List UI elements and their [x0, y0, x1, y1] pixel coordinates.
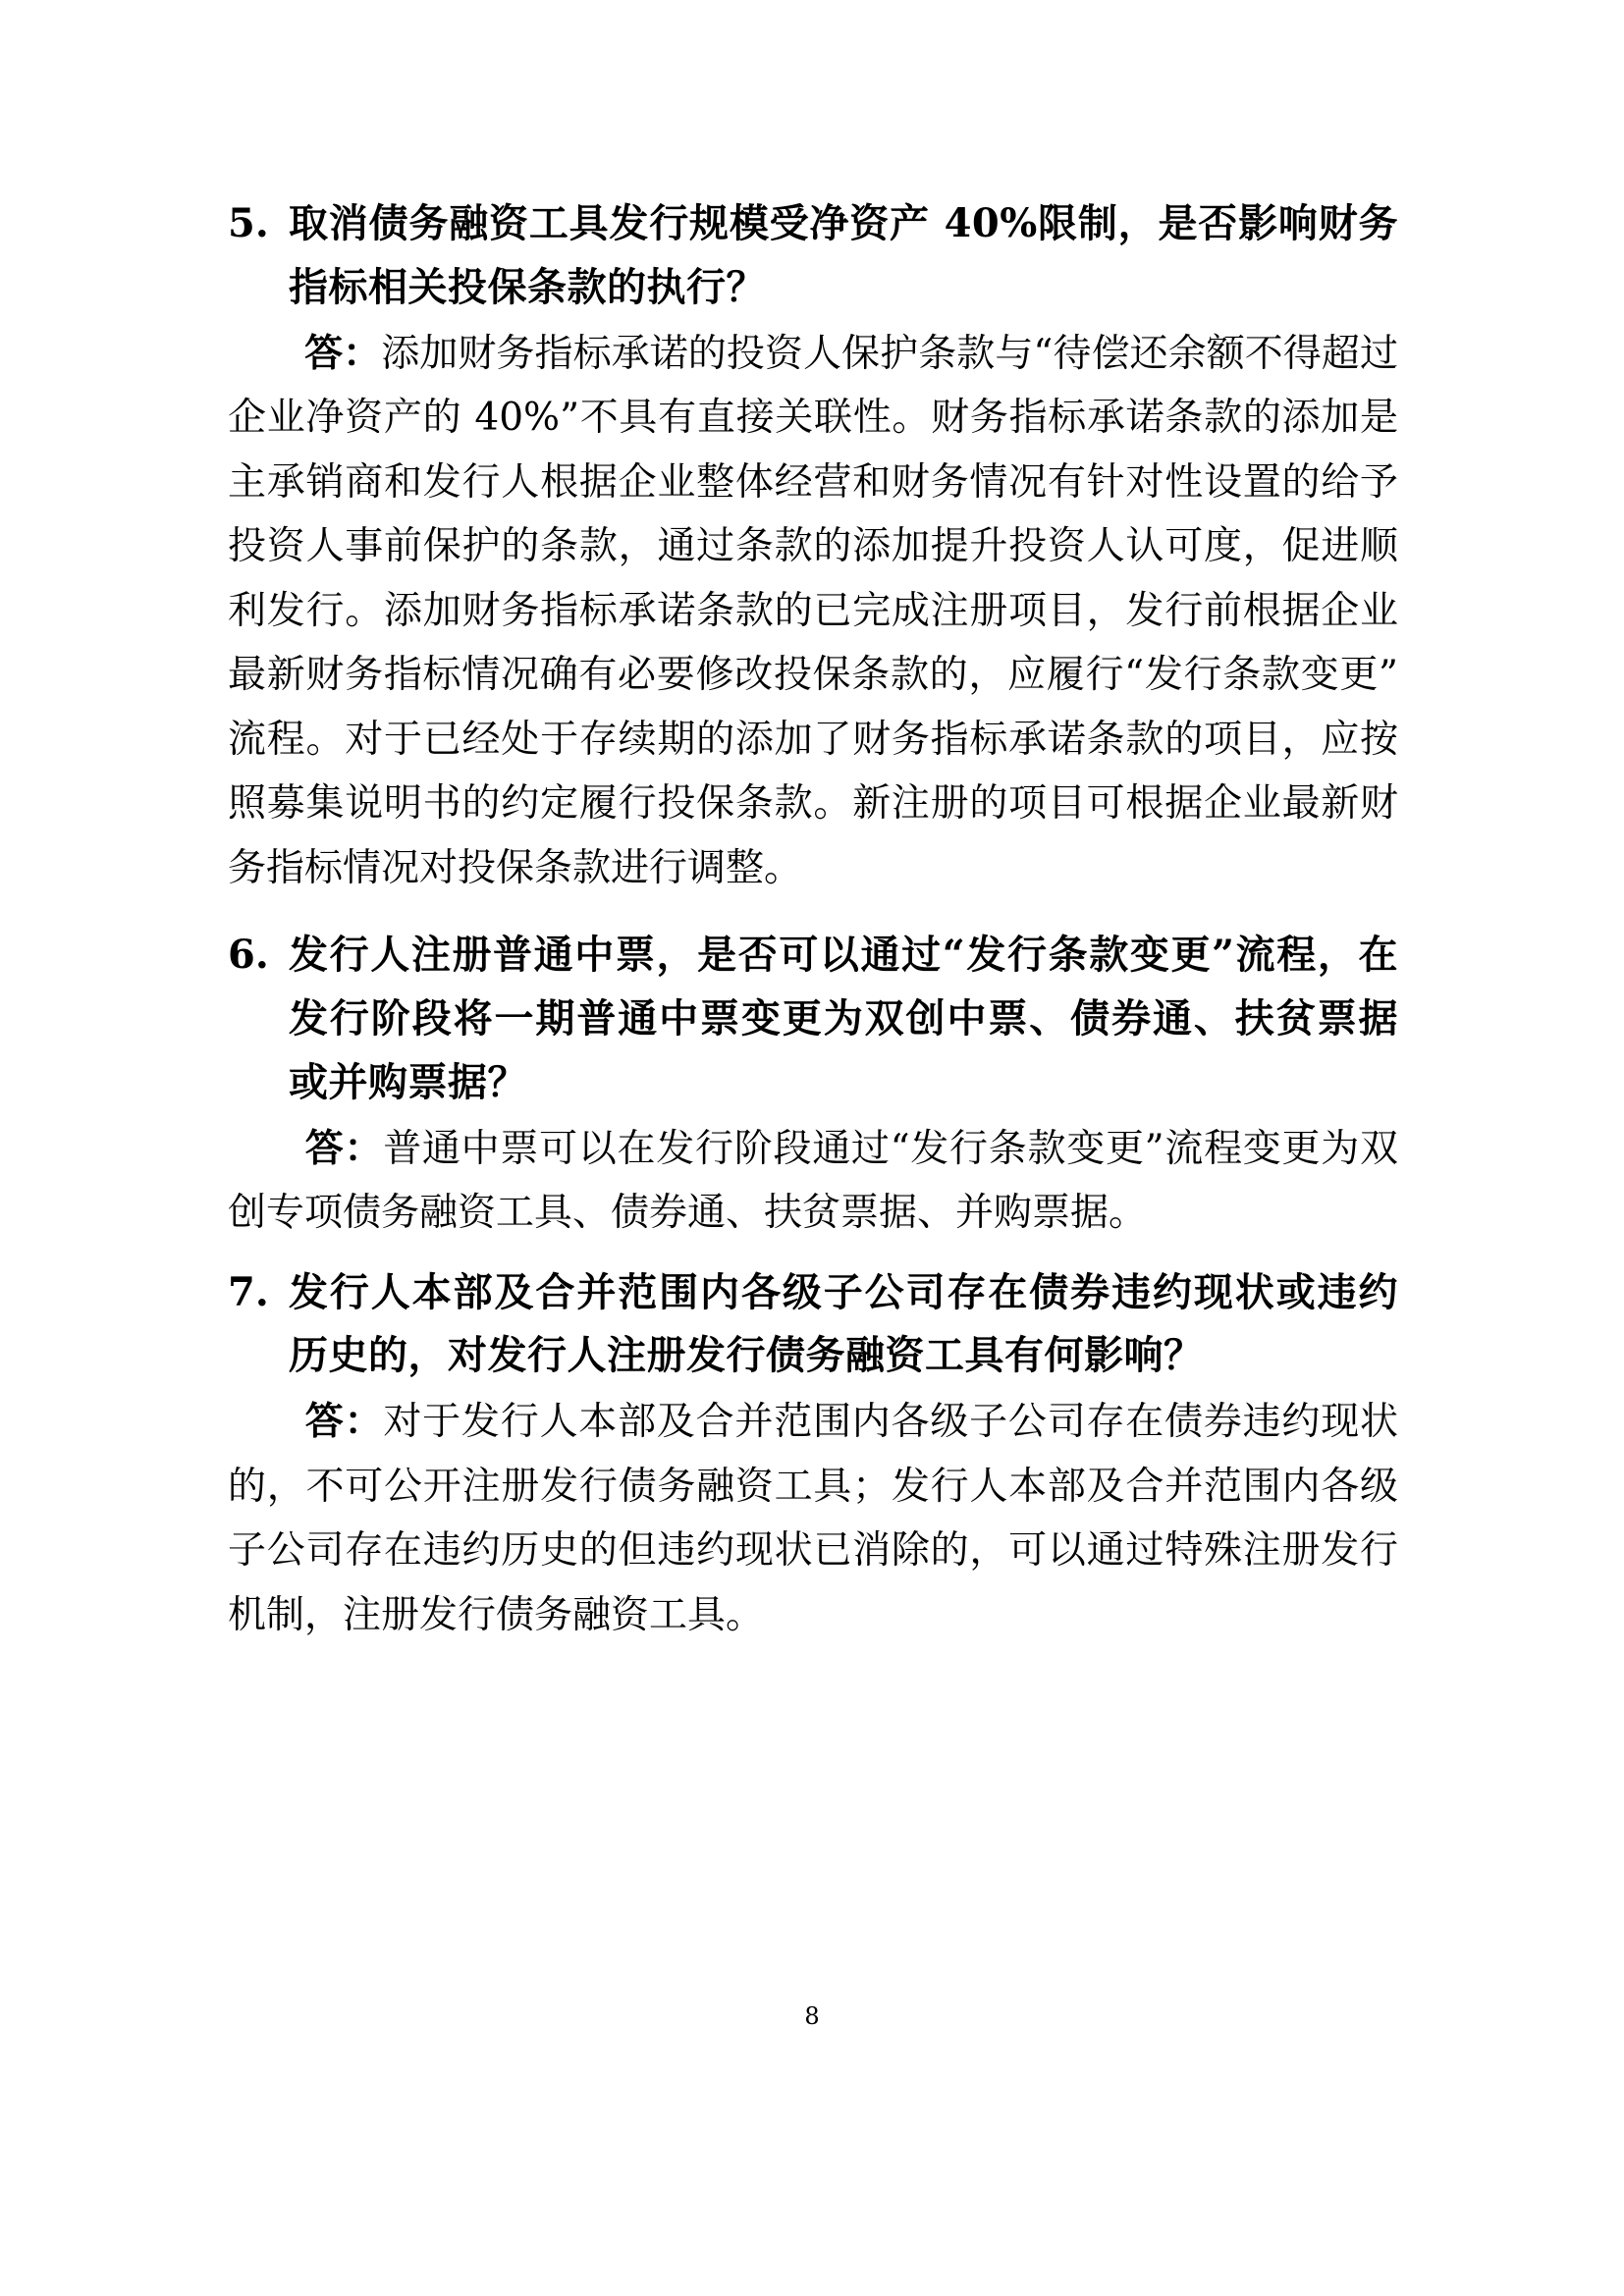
question-number-7: 7.	[228, 1268, 269, 1315]
question-number-6: 6.	[228, 932, 269, 979]
answer-body-7: 对于发行人本部及合并范围内各级子公司存在债券违约现状的，不可公开注册发行债务融资工具；发行人本部及合并范围内各级子公司存在违约历史的但违约现状已消除的，可以通过特殊注册发行机制，注册发行债务融资工具。	[228, 1400, 1398, 1637]
qa-block-5	[228, 192, 1398, 900]
answer-label-6: 答：	[304, 1125, 384, 1171]
answer-paragraph-5	[228, 322, 1398, 901]
answer-body-6: 普通中票可以在发行阶段通过“发行条款变更”流程变更为双创专项债务融资工具、债券通、扶贫票据、并购票据。	[228, 1126, 1398, 1236]
question-text-5: 取消债务融资工具发行规模受净资产 40%限制，是否影响财务指标相关投保条款的执行？	[289, 200, 1398, 310]
answer-label-5: 答：	[304, 330, 382, 376]
answer-paragraph-7	[228, 1390, 1398, 1647]
section-gap	[228, 906, 1398, 924]
question-heading-7	[228, 1261, 1398, 1389]
qa-block-7	[228, 1261, 1398, 1648]
answer-body-5: 添加财务指标承诺的投资人保护条款与“待偿还余额不得超过企业净资产的 40%”不具有直接关联性。财务指标承诺条款的添加是主承销商和发行人根据企业整体经营和财务情况有针对性设置的给予投资人事前保护的条款，通过条款的添加提升投资人认可度，促进顺利发行。添加财务指标承诺条款的已完成注册项目，发行前根据企业最新财务指标情况确有必要修改投保条款的，应履行“发行条款变更”流程。对于已经处于存续期的添加了财务指标承诺条款的项目，应按照募集说明书的约定履行投保条款。新注册的项目可根据企业最新财务指标情况对投保条款进行调整。	[228, 331, 1398, 890]
section-gap	[228, 1252, 1398, 1261]
question-text-6: 发行人注册普通中票，是否可以通过“发行条款变更”流程，在发行阶段将一期普通中票变更为双创中票、债券通、扶贫票据或并购票据？	[289, 932, 1398, 1105]
question-text-7: 发行人本部及合并范围内各级子公司存在债券违约现状或违约历史的，对发行人注册发行债务融资工具有何影响？	[289, 1268, 1398, 1379]
question-heading-6	[228, 924, 1398, 1114]
page-content	[228, 192, 1398, 1653]
question-heading-5	[228, 192, 1398, 320]
answer-paragraph-6	[228, 1117, 1398, 1246]
page-number: 8	[804, 2002, 820, 2030]
qa-block-6	[228, 924, 1398, 1245]
answer-label-7: 答：	[304, 1399, 384, 1445]
question-number-5: 5.	[228, 200, 269, 246]
